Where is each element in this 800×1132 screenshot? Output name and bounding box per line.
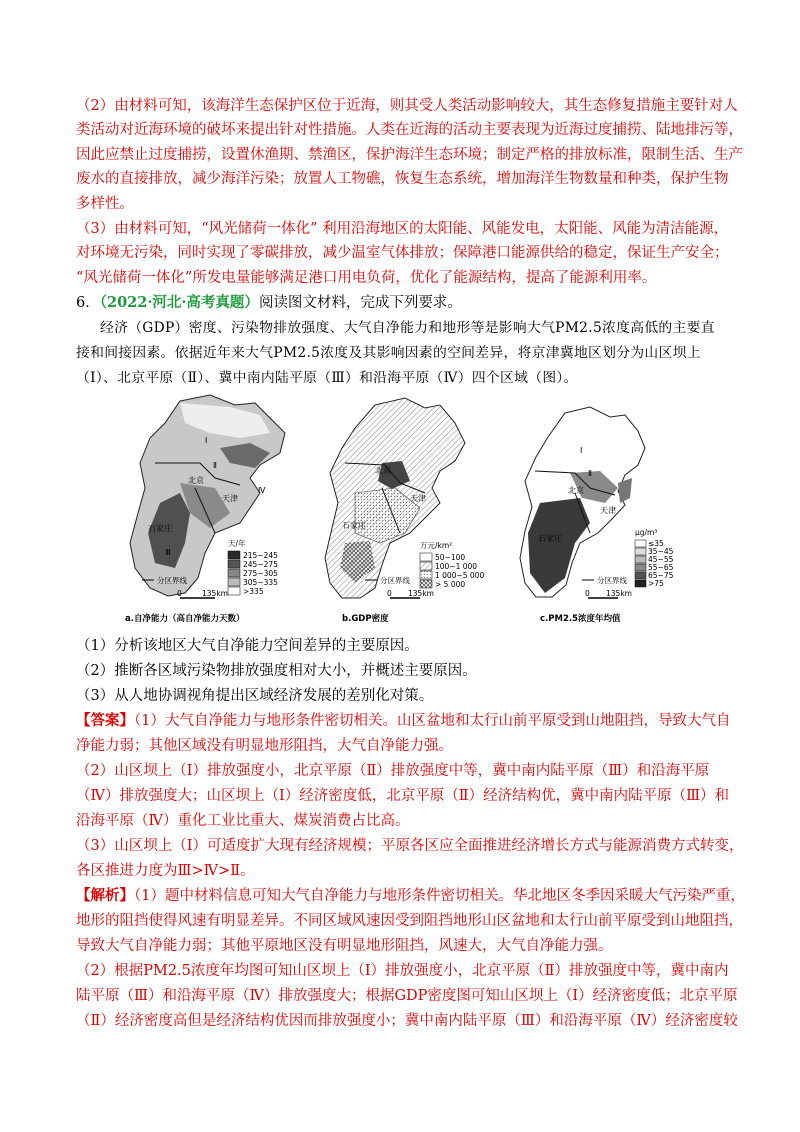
text-line: 类活动对近海环境的破坏来提出针对性措施。人类在近海的活动主要表现为近海过度捕捞、陆地排污等， bbox=[76, 122, 743, 138]
map-c-scale: 135km bbox=[606, 589, 632, 598]
answer-line: （Ⅳ）排放强度大；山区坝上（Ⅰ）经济密度低，北京平原（Ⅱ）经济结构优，冀中南内陆平原（Ⅲ）和 bbox=[76, 788, 730, 804]
question-number: 6． bbox=[76, 295, 100, 311]
map-b-scale-zero: 0 bbox=[387, 589, 392, 598]
map-c-region-i: Ⅰ bbox=[580, 446, 583, 455]
map-a-scale-zero: 0 bbox=[177, 589, 182, 598]
text-line: 因此应禁止过度捕捞，设置休渔期、禁渔区，保护海洋生态环境；制定严格的排放标准，限制生活、生产 bbox=[76, 147, 743, 163]
analysis-tag: 【解析】 bbox=[76, 887, 134, 904]
answer-line: 各区推进力度为Ⅲ>Ⅳ>Ⅱ。 bbox=[76, 863, 255, 879]
map-a bbox=[130, 395, 285, 598]
legend-label: 50~100 bbox=[435, 553, 466, 562]
map-a-shijiazhuang: 石家庄 bbox=[148, 524, 172, 533]
legend-label: 275~305 bbox=[243, 569, 278, 578]
text-line: 废水的直接排放，减少海洋污染；放置人工物礁，恢复生态系统，增加海洋生物数量和种类，保护生物 bbox=[76, 171, 729, 187]
legend-label: 305~335 bbox=[243, 578, 278, 587]
map-a-region-i: Ⅰ bbox=[205, 436, 208, 445]
map-c-boundary-label: 分区界线 bbox=[597, 576, 627, 585]
answer-text: （1）大气自净能力与地形条件密切相关。山区盆地和太行山前平原受到山地阻挡，导致大气自 bbox=[134, 713, 731, 729]
question-part-1: （1）分析该地区大气自净能力空间差异的主要原因。 bbox=[76, 638, 419, 654]
text-line: 对环境无污染，同时实现了零碳排放，减少温室气体排放；保障港口能源供给的稳定，保证生产安全； bbox=[76, 245, 729, 261]
legend-label: ≤35 bbox=[648, 539, 664, 548]
map-b-tianjin: 天津 bbox=[410, 494, 426, 503]
map-b bbox=[325, 398, 484, 598]
map-c-scale-zero: 0 bbox=[585, 589, 590, 598]
map-c-legend-title: μg/m³ bbox=[635, 528, 658, 537]
map-c-tianjin: 天津 bbox=[600, 506, 616, 515]
legend-label: 45~55 bbox=[648, 555, 674, 564]
map-a-boundary-label: 分区界线 bbox=[157, 576, 187, 585]
answer-line: （2）山区坝上（Ⅰ）排放强度小，北京平原（Ⅱ）排放强度中等，冀中南内陆平原（Ⅲ）和沿海平原 bbox=[76, 763, 710, 779]
question-text: 阅读图文材料，完成下列要求。 bbox=[258, 295, 462, 311]
map-a-tianjin: 天津 bbox=[222, 494, 238, 503]
intro-line: 经济（GDP）密度、污染物排放强度、大气自净能力和地形等是影响大气PM2.5浓度高低的主要直 bbox=[100, 320, 715, 336]
legend-swatch bbox=[228, 569, 240, 577]
legend-label: >335 bbox=[243, 587, 264, 596]
map-b-shijiazhuang: 石家庄 bbox=[342, 521, 366, 530]
map-b-boundary-label: 分区界线 bbox=[380, 576, 410, 585]
legend-label: >75 bbox=[648, 579, 664, 588]
legend-swatch bbox=[420, 580, 432, 588]
map-c bbox=[520, 407, 674, 598]
legend-swatch bbox=[420, 562, 432, 570]
legend-swatch bbox=[228, 587, 240, 595]
answer-line: 沿海平原（Ⅳ）重化工业比重大、煤炭消费占比高。 bbox=[76, 813, 410, 829]
analysis-line-1 bbox=[76, 886, 745, 906]
map-c-dark-zone bbox=[528, 498, 590, 593]
legend-swatch bbox=[635, 580, 646, 587]
intro-line: （Ⅰ）、北京平原（Ⅱ）、冀中南内陆平原（Ⅲ）和沿海平原（Ⅳ）四个区域（图）。 bbox=[76, 370, 578, 386]
question-source: （2022·河北·高考真题） bbox=[99, 294, 259, 311]
legend-swatch bbox=[420, 571, 432, 579]
legend-swatch bbox=[635, 540, 646, 547]
analysis-line: 陆平原（Ⅲ）和沿海平原（Ⅳ）排放强度大；根据GDP密度图可知山区坝上（Ⅰ）经济密度低；北京平原 bbox=[76, 988, 738, 1004]
text-line: （2）由材料可知，该海洋生态保护区位于近海，则其受人类活动影响较大，其生态修复措施主要针对人 bbox=[76, 98, 738, 114]
text-line: （3）由材料可知，“风光储荷一体化” 利用沿海地区的太阳能、风能发电，太阳能、风能为清洁能源， bbox=[76, 221, 729, 237]
map-b-legend bbox=[420, 553, 484, 589]
legend-label: 35~45 bbox=[648, 547, 674, 556]
intro-line: 接和间接因素。依据近年来大气PM2.5浓度及其影响因素的空间差异，将京津冀地区划分为山区坝上 bbox=[76, 345, 701, 361]
map-c-caption: c.PM2.5浓度年均值 bbox=[540, 614, 621, 624]
text-line: 多样性。 bbox=[76, 196, 134, 212]
map-a-region-iv: Ⅳ bbox=[258, 486, 266, 495]
map-b-caption: b.GDP密度 bbox=[342, 614, 389, 624]
legend-swatch bbox=[228, 578, 240, 586]
map-c-legend bbox=[635, 539, 674, 588]
map-a-region-iii: Ⅲ bbox=[165, 548, 171, 557]
legend-label: 1 000~5 000 bbox=[435, 571, 485, 580]
legend-swatch bbox=[635, 564, 646, 571]
answer-line: 净能力弱；其他区域没有明显地形阻挡，大气自净能力强。 bbox=[76, 738, 453, 754]
map-b-scale: 135km bbox=[408, 589, 434, 598]
map-a-legend-title: 天/年 bbox=[228, 539, 246, 548]
legend-swatch bbox=[228, 551, 240, 559]
question-header bbox=[76, 293, 736, 313]
legend-label: 65~75 bbox=[648, 571, 674, 580]
answer-tag: 【答案】 bbox=[76, 712, 134, 729]
legend-label: 100~1 000 bbox=[435, 562, 478, 571]
analysis-line: 地形的阻挡使得风速有明显差异。不同区域风速因受到阻挡地形山区盆地和太行山前平原受到山地阻挡， bbox=[76, 913, 743, 929]
legend-label: 245~275 bbox=[243, 560, 278, 569]
legend-label: > 5 000 bbox=[435, 580, 466, 589]
figure-maps bbox=[120, 393, 690, 628]
legend-swatch bbox=[228, 560, 240, 568]
legend-label: 215~245 bbox=[243, 551, 278, 560]
answer-line-1 bbox=[76, 711, 736, 731]
map-a-region-ii: Ⅱ bbox=[213, 461, 217, 470]
question-part-2: （2）推断各区域污染物排放强度相对大小，并概述主要原因。 bbox=[76, 663, 477, 679]
map-c-shijiazhuang: 石家庄 bbox=[538, 534, 562, 543]
maps-svg bbox=[120, 393, 690, 628]
legend-swatch bbox=[635, 556, 646, 563]
map-a-scale: 135km bbox=[202, 589, 228, 598]
map-b-beijing: 北京 bbox=[375, 466, 391, 475]
legend-swatch bbox=[420, 553, 432, 561]
map-b-legend-title: 万元/km² bbox=[420, 541, 453, 550]
map-a-caption: a.自净能力（高自净能力天数） bbox=[125, 614, 245, 624]
map-a-legend bbox=[228, 551, 278, 596]
map-c-region-ii: Ⅱ bbox=[588, 469, 592, 478]
map-c-beijing: 北京 bbox=[568, 486, 584, 495]
analysis-text: （1）题中材料信息可知大气自净能力与地形条件密切相关。华北地区冬季因采暖大气污染严重， bbox=[134, 888, 745, 904]
legend-swatch bbox=[635, 548, 646, 555]
analysis-line: （2）根据PM2.5浓度年均图可知山区坝上（Ⅰ）排放强度小，北京平原（Ⅱ）排放强度中等，冀中南内 bbox=[76, 963, 729, 979]
legend-label: 55~65 bbox=[648, 563, 674, 572]
answer-line: （3）山区坝上（Ⅰ）可适度扩大现有经济规模；平原各区应全面推进经济增长方式与能源消费方式转变， bbox=[76, 838, 744, 854]
analysis-line: （Ⅱ）经济密度高但是经济结构优因而排放强度小；冀中南内陆平原（Ⅲ）和沿海平原（Ⅳ）经济密度较 bbox=[76, 1013, 738, 1029]
legend-swatch bbox=[635, 572, 646, 579]
question-part-3: （3）从人地协调视角提出区域经济发展的差别化对策。 bbox=[76, 688, 434, 704]
text-line: “风光储荷一体化”所发电量能够满足港口用电负荷，优化了能源结构，提高了能源利用率。 bbox=[76, 270, 657, 286]
analysis-line: 导致大气自净能力弱；其他平原地区没有明显地形阻挡，风速大，大气自净能力强。 bbox=[76, 938, 613, 954]
map-a-beijing: 北京 bbox=[188, 476, 204, 485]
